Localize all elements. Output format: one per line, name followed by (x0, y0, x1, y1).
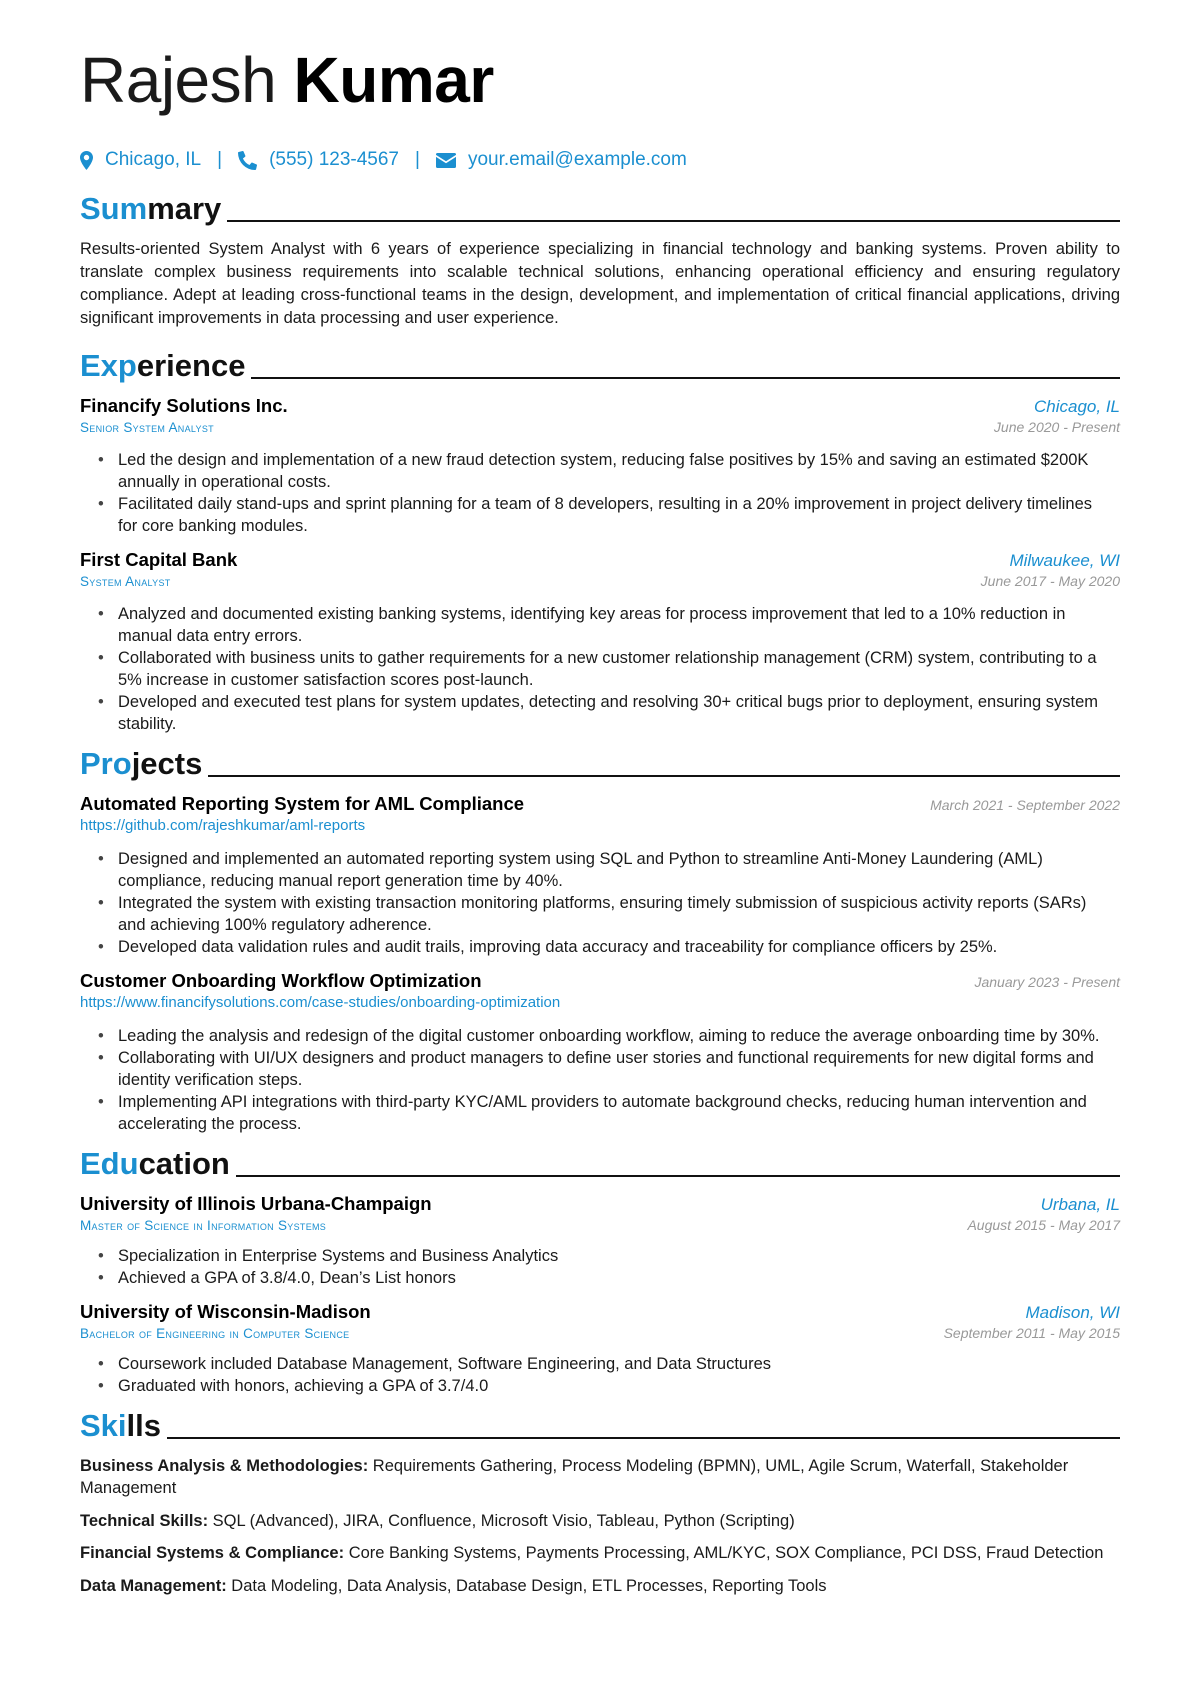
skill-items: Requirements Gathering, Process Modeling (BPMN), UML, Agile Scrum, Waterfall, Stakeholder Management (80, 1456, 1069, 1497)
education-dates: August 2015 - May 2017 (967, 1216, 1120, 1233)
skill-items: Data Modeling, Data Analysis, Database Design, ETL Processes, Reporting Tools (231, 1576, 827, 1595)
bullet-item: • Developed data validation rules and audit trails, improving data accuracy and traceability for compliance officers by 25%. (118, 936, 1120, 958)
skill-category: Data Management: (80, 1576, 227, 1595)
contact-line (80, 144, 1120, 176)
education-entry (80, 1301, 1120, 1397)
job-dates: June 2020 - Present (993, 418, 1120, 435)
job-dates: June 2017 - May 2020 (980, 572, 1120, 589)
education-heading (80, 1145, 1120, 1183)
bullet-item: • Integrated the system with existing transaction monitoring platforms, ensuring timely submission of suspicious activity reports (SARs) and achieving 100% regulatory adherence. (118, 892, 1120, 936)
email-link: your.email@example.com (467, 149, 687, 170)
project-link[interactable]: https://github.com/rajeshkumar/aml-reports (80, 816, 366, 834)
bullet-item: • Analyzed and documented existing banking systems, identifying key areas for process improvement that led to a 10% reduction in manual data entry errors. (118, 603, 1120, 647)
bullet-item: • Facilitated daily stand-ups and sprint planning for a team of 8 developers, resulting in a 20% improvement in project delivery timelines for core banking modules. (118, 493, 1120, 537)
bullet-item: • Collaborated with business units to gather requirements for a new customer relationship management (CRM) system, contributing to a 5% increase in customer satisfaction scores post-launch. (118, 647, 1120, 691)
phone-text: (555) 123-4567 (269, 149, 399, 170)
company-name: Financify Solutions Inc. (80, 394, 288, 416)
bullet-item: • Coursework included Database Management, Software Engineering, and Data Structures (118, 1353, 1120, 1375)
experience-heading (80, 347, 1120, 385)
experience-entry (80, 549, 1120, 735)
phone-icon (238, 151, 257, 170)
job-title: System Analyst (80, 573, 171, 589)
bullet-item: • Implementing API integrations with third-party KYC/AML providers to automate background checks, reducing human intervention and accelerating the process. (118, 1091, 1120, 1135)
project-entry (80, 970, 1120, 1135)
project-entry (80, 793, 1120, 958)
bullet-item: • Graduated with honors, achieving a GPA of 3.7/4.0 (118, 1375, 1120, 1397)
location-text: Chicago, IL (105, 149, 202, 170)
section-divider (236, 1175, 1120, 1177)
resume-content (80, 40, 1120, 1607)
company-name: First Capital Bank (80, 548, 238, 570)
skill-items: SQL (Advanced), JIRA, Confluence, Microsoft Visio, Tableau, Python (Scripting) (212, 1511, 795, 1530)
education-entry (80, 1193, 1120, 1289)
degree-name: Bachelor of Engineering in Computer Science (80, 1325, 350, 1341)
skills-heading-rest: lls (126, 1407, 161, 1443)
school-name: University of Wisconsin-Madison (80, 1300, 371, 1322)
skill-items: Core Banking Systems, Payments Processing, AML/KYC, SOX Compliance, PCI DSS, Fraud Detection (348, 1544, 1104, 1562)
bullet-item: • Specialization in Enterprise Systems and Business Analytics (118, 1245, 1120, 1267)
skill-row (80, 1455, 1120, 1500)
contact-phone[interactable] (238, 149, 399, 171)
bullet-item: • Led the design and implementation of a new fraud detection system, reducing false positives by 15% and saving an estimated $200K annually in operational costs. (118, 449, 1120, 493)
projects-heading-accent: Pro (80, 745, 132, 781)
skills-heading (80, 1407, 1120, 1445)
school-name: University of Illinois Urbana-Champaign (80, 1192, 432, 1214)
map-pin-icon (80, 151, 93, 170)
education-bullets (80, 1353, 1120, 1397)
section-divider (227, 220, 1120, 222)
projects-heading-rest: jects (131, 745, 203, 781)
skill-category: Technical Skills: (80, 1511, 209, 1530)
candidate-name (80, 40, 1120, 120)
skill-category: Financial Systems & Compliance: (80, 1544, 345, 1562)
project-bullets (80, 848, 1120, 958)
section-divider (167, 1437, 1120, 1439)
summary-heading (80, 190, 1120, 228)
skill-row (80, 1510, 1120, 1533)
education-bullets (80, 1245, 1120, 1289)
job-bullets (80, 603, 1120, 735)
job-location: Chicago, IL (1034, 396, 1120, 416)
project-dates: January 2023 - Present (974, 973, 1120, 990)
skills-list (80, 1455, 1120, 1598)
education-dates: September 2011 - May 2015 (943, 1324, 1120, 1341)
project-dates: March 2021 - September 2022 (930, 796, 1120, 813)
experience-heading-accent: Exp (80, 347, 137, 383)
bullet-item: • Developed and executed test plans for system updates, detecting and resolving 30+ critical bugs prior to deployment, ensuring system stability. (118, 691, 1120, 735)
school-location: Madison, WI (1025, 1302, 1120, 1322)
contact-email[interactable] (436, 149, 687, 171)
bullet-item: • Achieved a GPA of 3.8/4.0, Dean’s List honors (118, 1267, 1120, 1289)
section-divider (208, 775, 1120, 777)
education-heading-accent: Edu (80, 1145, 139, 1181)
contact-separator: | (415, 149, 420, 170)
last-name: Kumar (293, 44, 494, 116)
summary-heading-accent: Sum (80, 191, 148, 226)
contact-location (80, 149, 201, 171)
project-name: Automated Reporting System for AML Compliance (80, 792, 525, 814)
education-heading-rest: cation (138, 1145, 230, 1181)
job-location: Milwaukee, WI (1009, 550, 1120, 570)
summary-text: Results-oriented System Analyst with 6 years of experience specializing in financial technology and banking systems. Proven ability to translate complex business requirements into scalable technical solutions, enhancing operational efficiency and ensuring regulatory compliance. Adept at leading cross-functional teams in the design, development, and implementation of critical financial applications, driving significant improvements in data processing and user experience. (80, 240, 1120, 327)
skill-row (80, 1542, 1120, 1565)
project-name: Customer Onboarding Workflow Optimization (80, 969, 482, 991)
skill-category: Business Analysis & Methodologies: (80, 1456, 369, 1475)
school-location: Urbana, IL (1040, 1194, 1120, 1214)
project-bullets (80, 1025, 1120, 1135)
experience-heading-rest: erience (136, 347, 246, 383)
section-divider (251, 377, 1120, 379)
experience-entry (80, 395, 1120, 537)
skills-heading-accent: Ski (80, 1407, 127, 1443)
bullet-item: • Collaborating with UI/UX designers and product managers to define user stories and functional requirements for new digital forms and identity verification steps. (118, 1047, 1120, 1091)
job-bullets (80, 449, 1120, 537)
bullet-item: • Designed and implemented an automated reporting system using SQL and Python to streamline Anti-Money Laundering (AML) compliance, reducing manual report generation time by 40%. (118, 848, 1120, 892)
skill-row (80, 1575, 1120, 1598)
contact-separator: | (217, 149, 223, 170)
degree-name: Master of Science in Information Systems (80, 1217, 327, 1233)
summary-heading-rest: mary (147, 191, 222, 226)
projects-heading (80, 745, 1120, 783)
bullet-item: • Leading the analysis and redesign of the digital customer onboarding workflow, aiming to reduce the average onboarding time by 30%. (118, 1025, 1120, 1047)
envelope-icon (436, 153, 456, 168)
job-title: Senior System Analyst (80, 419, 214, 435)
first-name: Rajesh (80, 44, 277, 116)
project-link[interactable]: https://www.financifysolutions.com/case-studies/onboarding-optimization (80, 993, 561, 1011)
